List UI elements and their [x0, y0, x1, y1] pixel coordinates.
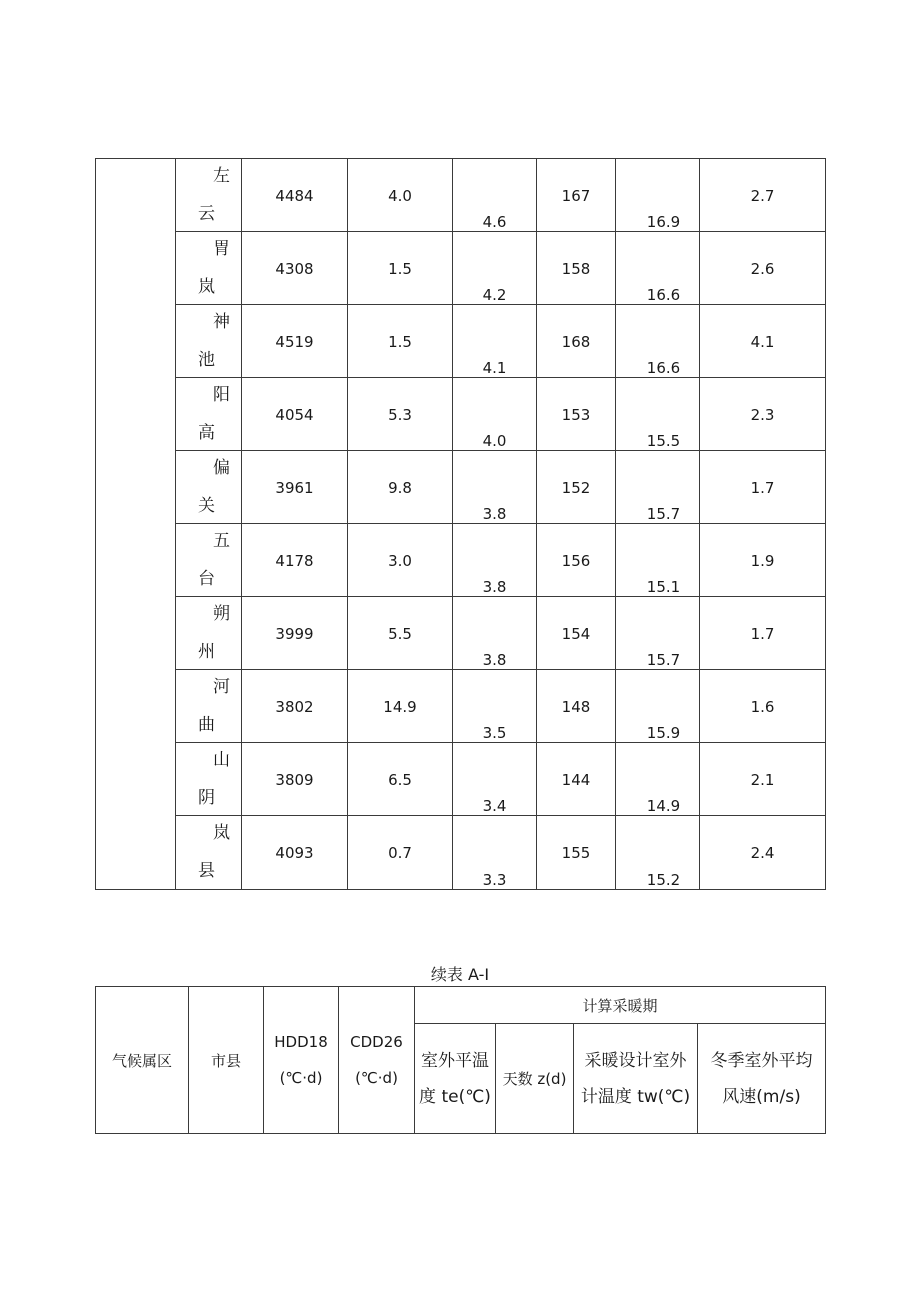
header-cdd26: [339, 987, 415, 1134]
hdd18-cell: [242, 159, 348, 232]
table-row: [96, 378, 826, 451]
te-cell: [453, 378, 537, 451]
hdd18-cell-value: 4178: [275, 552, 314, 570]
days-cell: [537, 232, 616, 305]
city-char-1: 阳: [213, 385, 231, 405]
cdd26-cell-value: 5.3: [388, 406, 412, 424]
tw-cell-value: 16.6: [646, 359, 681, 377]
days-cell: [537, 524, 616, 597]
te-cell-value: 3.8: [482, 505, 507, 523]
te-cell-value: 3.4: [482, 797, 507, 815]
wind-cell-value: 1.9: [750, 552, 775, 570]
climate-zone-cell: [96, 159, 176, 890]
city-char-1: 山: [213, 750, 231, 770]
table-row: [96, 232, 826, 305]
city-cell: [176, 743, 242, 816]
te-cell-value: 3.5: [482, 724, 507, 742]
city-cell: [176, 670, 242, 743]
wind-cell: [700, 816, 826, 890]
te-cell: [453, 816, 537, 890]
tw-cell: [616, 159, 700, 232]
te-cell-value: 4.6: [482, 213, 507, 231]
climate-data-table: [95, 158, 826, 890]
te-cell-value: 4.2: [482, 286, 507, 304]
wind-line2: 风速(m/s): [722, 1086, 801, 1107]
tw-cell-value: 15.1: [646, 578, 681, 596]
cdd26-cell: [348, 305, 453, 378]
wind-cell-value: 2.1: [750, 771, 775, 789]
cdd26-cell-value: 1.5: [388, 260, 412, 278]
hdd18-cell: [242, 524, 348, 597]
cdd-unit: (℃·d): [355, 1069, 398, 1087]
hdd18-cell-value: 3809: [275, 771, 314, 789]
hdd18-cell-value: 3999: [275, 625, 314, 643]
table-row: [96, 451, 826, 524]
city-char-1: 五: [213, 531, 231, 551]
wind-cell-value: 2.4: [750, 844, 775, 862]
hdd18-cell: [242, 597, 348, 670]
days-cell-value: 152: [561, 479, 591, 497]
city-cell: [176, 159, 242, 232]
cdd26-cell: [348, 232, 453, 305]
table-row: [96, 305, 826, 378]
tw-cell: [616, 232, 700, 305]
hdd18-cell-value: 3961: [275, 479, 314, 497]
cdd26-cell-value: 1.5: [388, 333, 412, 351]
tw-cell-value: 16.9: [646, 213, 681, 231]
city-cell: [176, 305, 242, 378]
te-cell-value: 4.1: [482, 359, 507, 377]
te-line1: 室外平温: [421, 1050, 489, 1071]
hdd18-cell: [242, 305, 348, 378]
te-cell: [453, 305, 537, 378]
hdd18-cell: [242, 743, 348, 816]
days-cell-value: 156: [561, 552, 591, 570]
cdd-label: CDD26: [350, 1033, 403, 1051]
tw-cell: [616, 305, 700, 378]
cdd26-cell-value: 3.0: [388, 552, 412, 570]
hdd18-cell: [242, 816, 348, 890]
cdd26-cell-value: 5.5: [388, 625, 412, 643]
tw-cell: [616, 378, 700, 451]
wind-cell-value: 2.7: [750, 187, 775, 205]
days-cell-value: 148: [561, 698, 591, 716]
cdd26-cell: [348, 524, 453, 597]
te-cell: [453, 451, 537, 524]
table-row: [96, 524, 826, 597]
hdd18-cell-value: 4519: [275, 333, 314, 351]
tw-cell-value: 15.7: [646, 505, 681, 523]
header-climate-zone: 气候属区: [96, 987, 189, 1134]
city-char-1: 岚: [213, 823, 231, 843]
cdd26-cell: [348, 743, 453, 816]
table-row: [96, 597, 826, 670]
wind-cell: [700, 524, 826, 597]
tw-cell: [616, 670, 700, 743]
city-char-2: 高: [198, 423, 216, 443]
header-days: 天数 z(d): [496, 1024, 574, 1134]
header-winter-wind-speed: [698, 1024, 826, 1134]
tw-cell: [616, 597, 700, 670]
city-char-2: 池: [198, 350, 216, 370]
city-cell: [176, 524, 242, 597]
te-cell: [453, 232, 537, 305]
days-cell: [537, 816, 616, 890]
header-outdoor-avg-temp: [415, 1024, 496, 1134]
city-cell: [176, 378, 242, 451]
days-cell-value: 153: [561, 406, 591, 424]
header-heating-period: 计算采暖期: [415, 987, 826, 1024]
hdd18-cell: [242, 451, 348, 524]
hdd18-cell-value: 4484: [275, 187, 314, 205]
tw-cell: [616, 743, 700, 816]
tw-line2: 计温度 tw(℃): [580, 1086, 691, 1107]
days-cell: [537, 597, 616, 670]
city-char-2: 州: [198, 642, 216, 662]
days-cell: [537, 159, 616, 232]
city-char-1: 神: [213, 312, 231, 332]
wind-cell: [700, 597, 826, 670]
cdd26-cell: [348, 378, 453, 451]
cdd26-cell-value: 0.7: [388, 844, 412, 862]
city-char-2: 岚: [198, 277, 216, 297]
hdd-label: HDD18: [274, 1033, 328, 1051]
wind-cell-value: 4.1: [750, 333, 775, 351]
wind-cell: [700, 232, 826, 305]
days-cell: [537, 451, 616, 524]
wind-cell-value: 1.7: [750, 479, 775, 497]
city-char-1: 胃: [213, 239, 231, 259]
cdd26-cell: [348, 816, 453, 890]
city-char-1: 朔: [213, 604, 231, 624]
city-char-2: 关: [198, 496, 216, 516]
cdd26-cell: [348, 159, 453, 232]
city-cell: [176, 597, 242, 670]
header-design-outdoor-temp: [574, 1024, 698, 1134]
city-char-2: 阴: [198, 788, 216, 808]
hdd18-cell-value: 4308: [275, 260, 314, 278]
table-row: [96, 816, 826, 890]
city-char-1: 偏: [213, 458, 231, 478]
te-cell-value: 3.8: [482, 578, 507, 596]
te-cell: [453, 743, 537, 816]
wind-line1: 冬季室外平均: [710, 1050, 813, 1071]
city-cell: [176, 816, 242, 890]
hdd-unit: (℃·d): [279, 1069, 323, 1087]
tw-cell: [616, 816, 700, 890]
wind-cell: [700, 451, 826, 524]
tw-cell-value: 15.7: [646, 651, 681, 669]
table-row: [96, 159, 826, 232]
city-char-1: 河: [213, 677, 231, 697]
continued-table-header: [95, 986, 826, 1134]
table-caption: 续表 A-I: [430, 965, 490, 984]
te-cell-value: 4.0: [482, 432, 507, 450]
days-cell-value: 144: [561, 771, 591, 789]
header-city-county: 市县: [189, 987, 264, 1134]
city-char-2: 县: [198, 861, 216, 881]
hdd18-cell-value: 4093: [275, 844, 314, 862]
tw-cell-value: 15.9: [646, 724, 681, 742]
header-hdd18: [264, 987, 339, 1134]
city-char-2: 云: [198, 204, 216, 224]
city-cell: [176, 451, 242, 524]
tw-line1: 采暖设计室外: [584, 1050, 687, 1071]
city-char-2: 曲: [198, 715, 216, 735]
wind-cell: [700, 159, 826, 232]
table-row: [96, 670, 826, 743]
days-cell-value: 155: [561, 844, 591, 862]
tw-cell: [616, 451, 700, 524]
te-cell-value: 3.3: [482, 871, 507, 889]
tw-cell-value: 16.6: [646, 286, 681, 304]
days-cell: [537, 378, 616, 451]
city-char-2: 台: [198, 569, 216, 589]
wind-cell-value: 1.6: [750, 698, 775, 716]
wind-cell: [700, 743, 826, 816]
tw-cell-value: 15.2: [646, 871, 681, 889]
wind-cell: [700, 378, 826, 451]
wind-cell: [700, 670, 826, 743]
days-cell-value: 167: [561, 187, 591, 205]
hdd18-cell: [242, 232, 348, 305]
hdd18-cell-value: 3802: [275, 698, 314, 716]
hdd18-cell: [242, 378, 348, 451]
days-cell-value: 154: [561, 625, 591, 643]
te-cell: [453, 597, 537, 670]
te-cell: [453, 159, 537, 232]
cdd26-cell-value: 9.8: [388, 479, 412, 497]
cdd26-cell: [348, 597, 453, 670]
cdd26-cell-value: 6.5: [388, 771, 412, 789]
city-char-1: 左: [213, 166, 231, 186]
cdd26-cell: [348, 670, 453, 743]
te-cell: [453, 670, 537, 743]
te-cell-value: 3.8: [482, 651, 507, 669]
days-cell: [537, 305, 616, 378]
days-cell-value: 158: [561, 260, 591, 278]
wind-cell-value: 1.7: [750, 625, 775, 643]
tw-cell: [616, 524, 700, 597]
days-cell: [537, 743, 616, 816]
hdd18-cell-value: 4054: [275, 406, 314, 424]
days-cell-value: 168: [561, 333, 591, 351]
tw-cell-value: 14.9: [646, 797, 681, 815]
city-cell: [176, 232, 242, 305]
table-row: [96, 743, 826, 816]
cdd26-cell-value: 14.9: [383, 698, 417, 716]
te-line2: 度 te(℃): [419, 1086, 491, 1107]
wind-cell: [700, 305, 826, 378]
tw-cell-value: 15.5: [646, 432, 681, 450]
wind-cell-value: 2.6: [750, 260, 775, 278]
cdd26-cell-value: 4.0: [388, 187, 412, 205]
te-cell: [453, 524, 537, 597]
hdd18-cell: [242, 670, 348, 743]
days-cell: [537, 670, 616, 743]
wind-cell-value: 2.3: [750, 406, 775, 424]
cdd26-cell: [348, 451, 453, 524]
